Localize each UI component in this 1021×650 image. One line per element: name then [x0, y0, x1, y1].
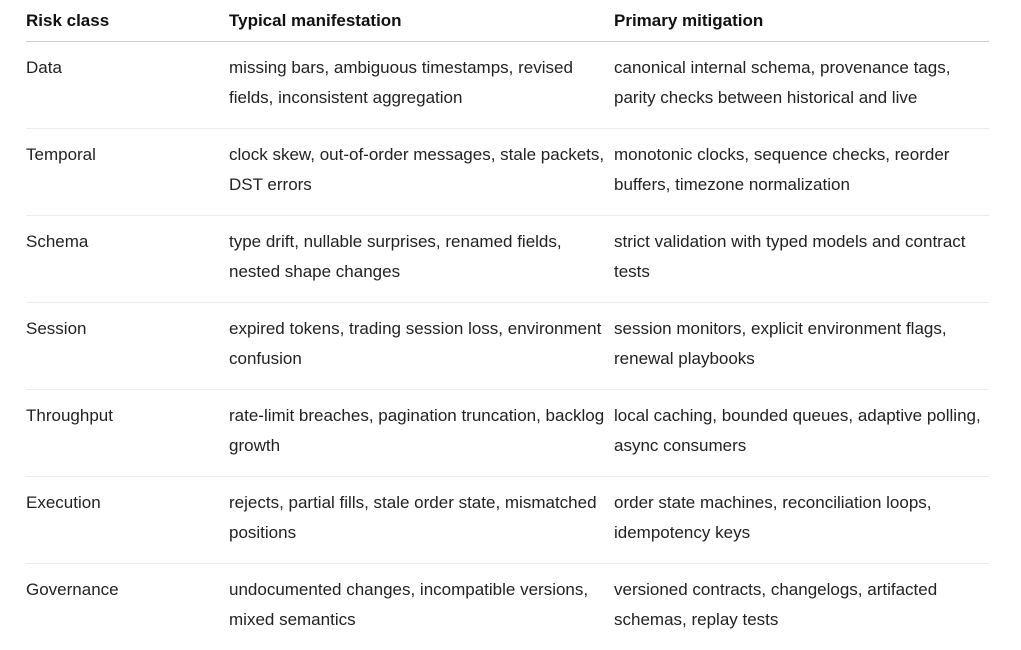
risk-class-cell: Schema [26, 216, 229, 303]
risk-class-cell: Execution [26, 477, 229, 564]
risk-class-cell: Throughput [26, 390, 229, 477]
mitigation-cell: local caching, bounded queues, adaptive polling, async consumers [614, 390, 989, 477]
manifestation-cell: type drift, nullable surprises, renamed fields, nested shape changes [229, 216, 614, 303]
risk-table [26, 0, 989, 650]
header-primary-mitigation: Primary mitigation [614, 0, 989, 42]
manifestation-cell: clock skew, out-of-order messages, stale packets, DST errors [229, 129, 614, 216]
manifestation-cell: undocumented changes, incompatible versions, mixed semantics [229, 564, 614, 650]
table-row [26, 564, 989, 650]
mitigation-cell: monotonic clocks, sequence checks, reorder buffers, timezone normalization [614, 129, 989, 216]
table-row [26, 129, 989, 216]
table-row [26, 390, 989, 477]
risk-class-cell: Temporal [26, 129, 229, 216]
manifestation-cell: missing bars, ambiguous timestamps, revised fields, inconsistent aggregation [229, 42, 614, 129]
table-row [26, 42, 989, 129]
manifestation-cell: expired tokens, trading session loss, environment confusion [229, 303, 614, 390]
table-header-row [26, 0, 989, 42]
mitigation-cell: order state machines, reconciliation loops, idempotency keys [614, 477, 989, 564]
table-row [26, 477, 989, 564]
header-typical-manifestation: Typical manifestation [229, 0, 614, 42]
manifestation-cell: rejects, partial fills, stale order state, mismatched positions [229, 477, 614, 564]
manifestation-cell: rate-limit breaches, pagination truncation, backlog growth [229, 390, 614, 477]
risk-class-cell: Data [26, 42, 229, 129]
mitigation-cell: strict validation with typed models and contract tests [614, 216, 989, 303]
mitigation-cell: versioned contracts, changelogs, artifacted schemas, replay tests [614, 564, 989, 650]
table-row [26, 216, 989, 303]
table-row [26, 303, 989, 390]
risk-class-cell: Governance [26, 564, 229, 650]
risk-class-cell: Session [26, 303, 229, 390]
header-risk-class: Risk class [26, 0, 229, 42]
mitigation-cell: session monitors, explicit environment flags, renewal playbooks [614, 303, 989, 390]
mitigation-cell: canonical internal schema, provenance tags, parity checks between historical and live [614, 42, 989, 129]
